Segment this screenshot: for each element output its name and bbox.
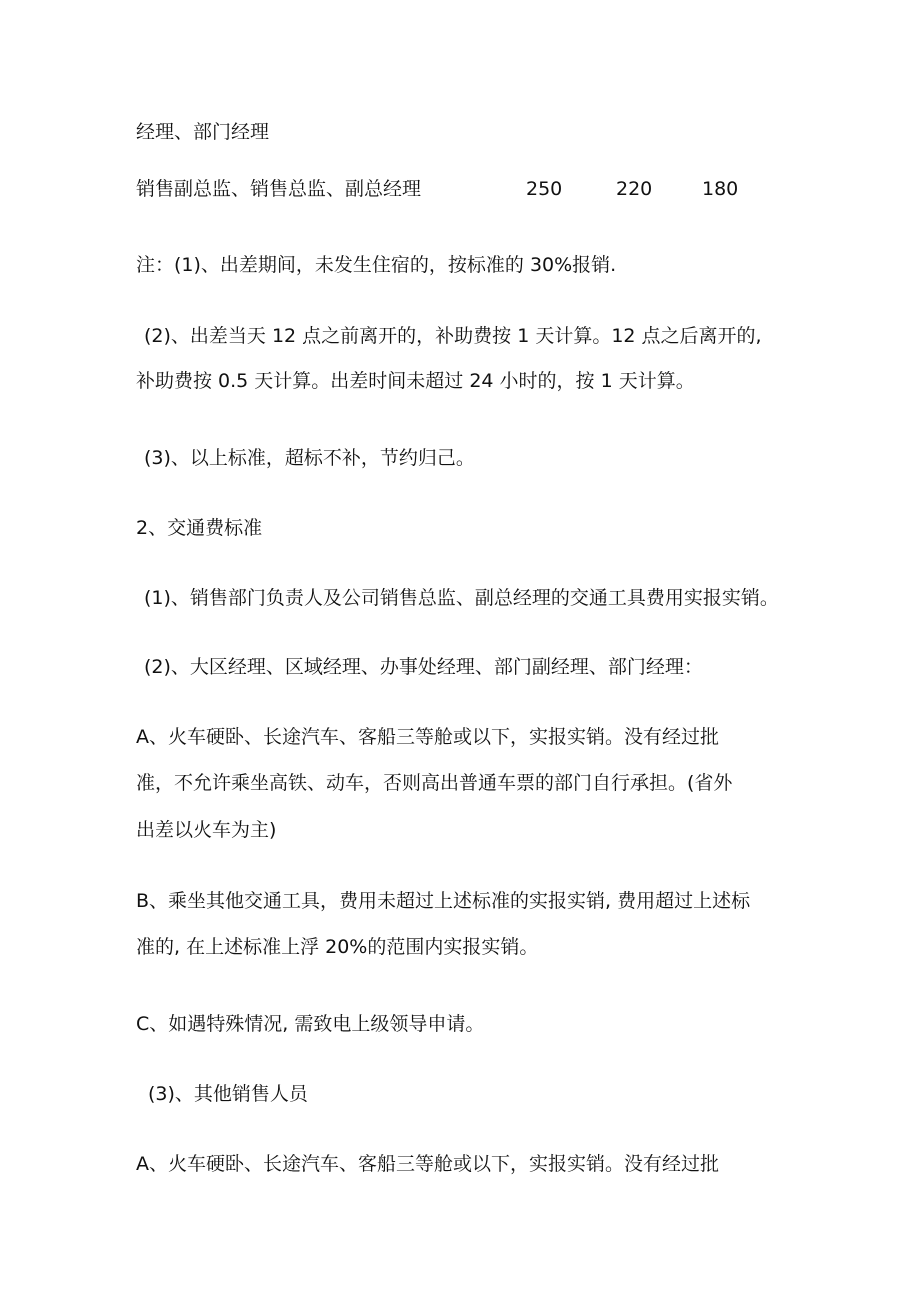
- item-3a-line-1: A、火车硬卧、长途汽车、客船三等舱或以下，实报实销。没有经过批: [136, 1153, 719, 1175]
- item-2a-line-1: A、火车硬卧、长途汽车、客船三等舱或以下，实报实销。没有经过批: [136, 726, 719, 748]
- item-2b-line-2: 准的, 在上述标准上浮 20%的范围内实报实销。: [136, 936, 539, 958]
- line-continuation: 经理、部门经理: [136, 121, 270, 143]
- item-1: (1)、销售部门负责人及公司销售总监、副总经理的交通工具费用实报实销。: [144, 587, 779, 609]
- note-3: (3)、以上标准，超标不补，节约归己。: [144, 447, 475, 469]
- item-2c: C、如遇特殊情况, 需致电上级领导申请。: [136, 1013, 485, 1035]
- item-2: (2)、大区经理、区域经理、办事处经理、部门副经理、部门经理：: [144, 656, 703, 678]
- standard-value-1: 250: [526, 178, 563, 200]
- item-2b-line-1: B、乘坐其他交通工具，费用未超过上述标准的实报实销, 费用超过上述标: [136, 890, 751, 912]
- note-2-line-1: (2)、出差当天 12 点之前离开的，补助费按 1 天计算。12 点之后离开的,: [144, 325, 762, 347]
- item-2a-line-2: 准，不允许乘坐高铁、动车，否则高出普通车票的部门自行承担。(省外: [136, 772, 733, 794]
- item-2a-line-3: 出差以火车为主): [136, 819, 277, 841]
- item-3: (3)、其他销售人员: [148, 1083, 308, 1105]
- note-1: 注：(1)、出差期间，未发生住宿的，按标准的 30%报销.: [136, 254, 617, 276]
- standard-row-label: 销售副总监、销售总监、副总经理: [136, 178, 422, 200]
- standard-value-2: 220: [616, 178, 653, 200]
- note-2-line-2: 补助费按 0.5 天计算。出差时间未超过 24 小时的，按 1 天计算。: [136, 370, 695, 392]
- standard-value-3: 180: [702, 178, 739, 200]
- section-2-title: 2、交通费标准: [136, 517, 263, 539]
